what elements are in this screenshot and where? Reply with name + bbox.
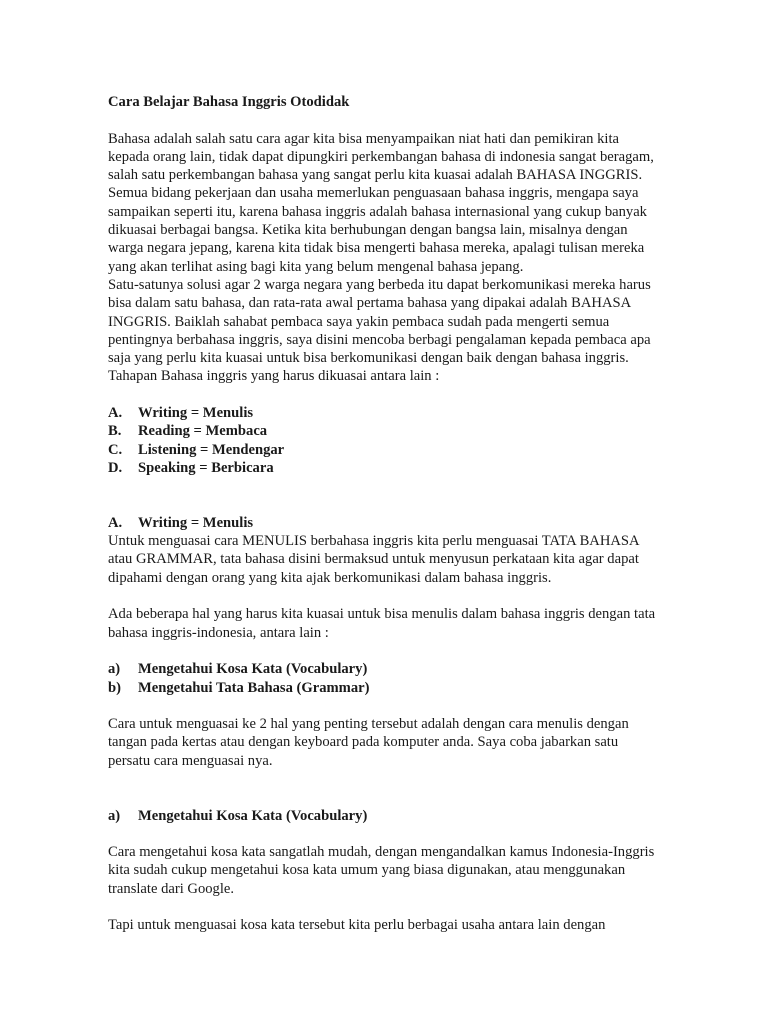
text-line: bahasa inggris-indonesia, antara lain : bbox=[108, 624, 329, 641]
stages-list bbox=[108, 404, 688, 477]
list-item bbox=[108, 459, 688, 477]
list-item-text: Speaking = Berbicara bbox=[138, 459, 274, 476]
list-marker: D. bbox=[108, 459, 123, 476]
list-item-text: Mengetahui Kosa Kata (Vocabulary) bbox=[138, 661, 368, 678]
text-line: Cara mengetahui kosa kata sangatlah mudah, dengan mengandalkan kamus Indonesia-Inggris bbox=[108, 844, 655, 861]
text-line: Satu-satunya solusi agar 2 warga negara yang berbeda itu dapat berkomunikasi mereka harus bbox=[108, 276, 651, 293]
list-item-text: Mengetahui Tata Bahasa (Grammar) bbox=[138, 679, 370, 696]
text-line: INGGRIS. Baiklah sahabat pembaca saya yakin pembaca sudah pada mengerti semua bbox=[108, 313, 610, 330]
text-line: pentingnya berbahasa inggris, saya disini mencoba berbagi pengalaman kepada pembaca apa bbox=[108, 331, 651, 348]
text-line: persatu cara menguasai nya. bbox=[108, 752, 273, 769]
subsection-a-paragraph-1 bbox=[108, 843, 688, 898]
list-item bbox=[108, 441, 688, 459]
text-line: Bahasa adalah salah satu cara agar kita bisa menyampaikan niat hati dan pemikiran kita bbox=[108, 130, 619, 147]
text-line: Cara untuk menguasai ke 2 hal yang penting tersebut adalah dengan cara menulis dengan bbox=[108, 716, 629, 733]
section-a-heading bbox=[108, 514, 688, 532]
section-marker: A. bbox=[108, 514, 123, 531]
section-a-paragraph-2 bbox=[108, 605, 688, 642]
text-line: yang akan terlihat asing bagi kita yang belum mengenal bahasa jepang. bbox=[108, 258, 524, 275]
section-a-paragraph-3 bbox=[108, 715, 688, 770]
text-line: bisa dalam satu bahasa, dan rata-rata awal pertama bahasa yang dipakai adalah BAHASA bbox=[108, 295, 632, 312]
text-line: warga negara jepang, karena kita tidak bisa mengerti bahasa mereka, apalagi tulisan mereka bbox=[108, 240, 645, 257]
text-line: Semua bidang pekerjaan dan usaha memerlukan penguasaan bahasa inggris, mengapa saya bbox=[108, 185, 639, 202]
text-line: tangan pada kertas atau dengan keyboard pada komputer anda. Saya coba jabarkan satu bbox=[108, 734, 619, 751]
list-item bbox=[108, 660, 688, 678]
text-line: translate dari Google. bbox=[108, 880, 235, 897]
text-line: atau GRAMMAR, tata bahasa disini bermaksud untuk menyusun perkataan kita agar dapat bbox=[108, 551, 639, 568]
text-line: salah satu perkembangan bahasa yang sangat perlu kita kuasai adalah BAHASA INGGRIS. bbox=[108, 167, 643, 184]
document-title: Cara Belajar Bahasa Inggris Otodidak bbox=[108, 94, 350, 110]
list-item-text: Reading = Membaca bbox=[138, 423, 268, 440]
list-item-text: Writing = Menulis bbox=[138, 405, 254, 422]
list-marker: A. bbox=[108, 405, 123, 422]
text-line: Untuk menguasai cara MENULIS berbahasa inggris kita perlu menguasai TATA BAHASA bbox=[108, 533, 640, 550]
list-item bbox=[108, 404, 688, 422]
section-heading-text: Mengetahui Kosa Kata (Vocabulary) bbox=[138, 807, 368, 824]
list-item bbox=[108, 422, 688, 440]
section-a-paragraph-1 bbox=[108, 532, 688, 587]
section-heading-text: Writing = Menulis bbox=[138, 514, 254, 531]
text-line: kepada orang lain, tidak dapat dipungkiri perkembangan bahasa di indonesia sangat beragam, bbox=[108, 148, 654, 165]
document-body bbox=[108, 93, 688, 935]
text-line: Tahapan Bahasa inggris yang harus dikuasai antara lain : bbox=[108, 368, 440, 385]
list-marker: C. bbox=[108, 441, 123, 458]
text-line: Tapi untuk menguasai kosa kata tersebut kita perlu berbagai usaha antara lain dengan bbox=[108, 917, 606, 934]
section-a-items bbox=[108, 660, 688, 697]
text-line: kita sudah cukup mengetahui kosa kata umum yang biasa digunakan, atau menggunakan bbox=[108, 862, 626, 879]
list-marker: b) bbox=[108, 679, 121, 696]
text-line: saja yang perlu kita kuasai untuk bisa berkomunikasi dengan baik dengan bahasa inggris. bbox=[108, 350, 629, 367]
list-marker: B. bbox=[108, 423, 122, 440]
subsection-a-paragraph-2 bbox=[108, 916, 688, 934]
text-line: Ada beberapa hal yang harus kita kuasai untuk bisa menulis dalam bahasa inggris dengan tata bbox=[108, 606, 656, 623]
list-item-text: Listening = Mendengar bbox=[138, 441, 285, 458]
intro-paragraph bbox=[108, 130, 688, 386]
section-marker: a) bbox=[108, 807, 121, 824]
text-line: dikuasai berbagai bangsa. Ketika kita berhubungan dengan bangsa lain, misalnya dengan bbox=[108, 222, 628, 239]
list-marker: a) bbox=[108, 661, 121, 678]
subsection-a-heading bbox=[108, 807, 688, 825]
text-line: sampaikan seperti itu, karena bahasa inggris adalah bahasa internasional yang cukup banyak bbox=[108, 203, 647, 220]
list-item bbox=[108, 679, 688, 697]
text-line: dipahami dengan orang yang kita ajak berkomunikasi dalam bahasa inggris. bbox=[108, 569, 552, 586]
